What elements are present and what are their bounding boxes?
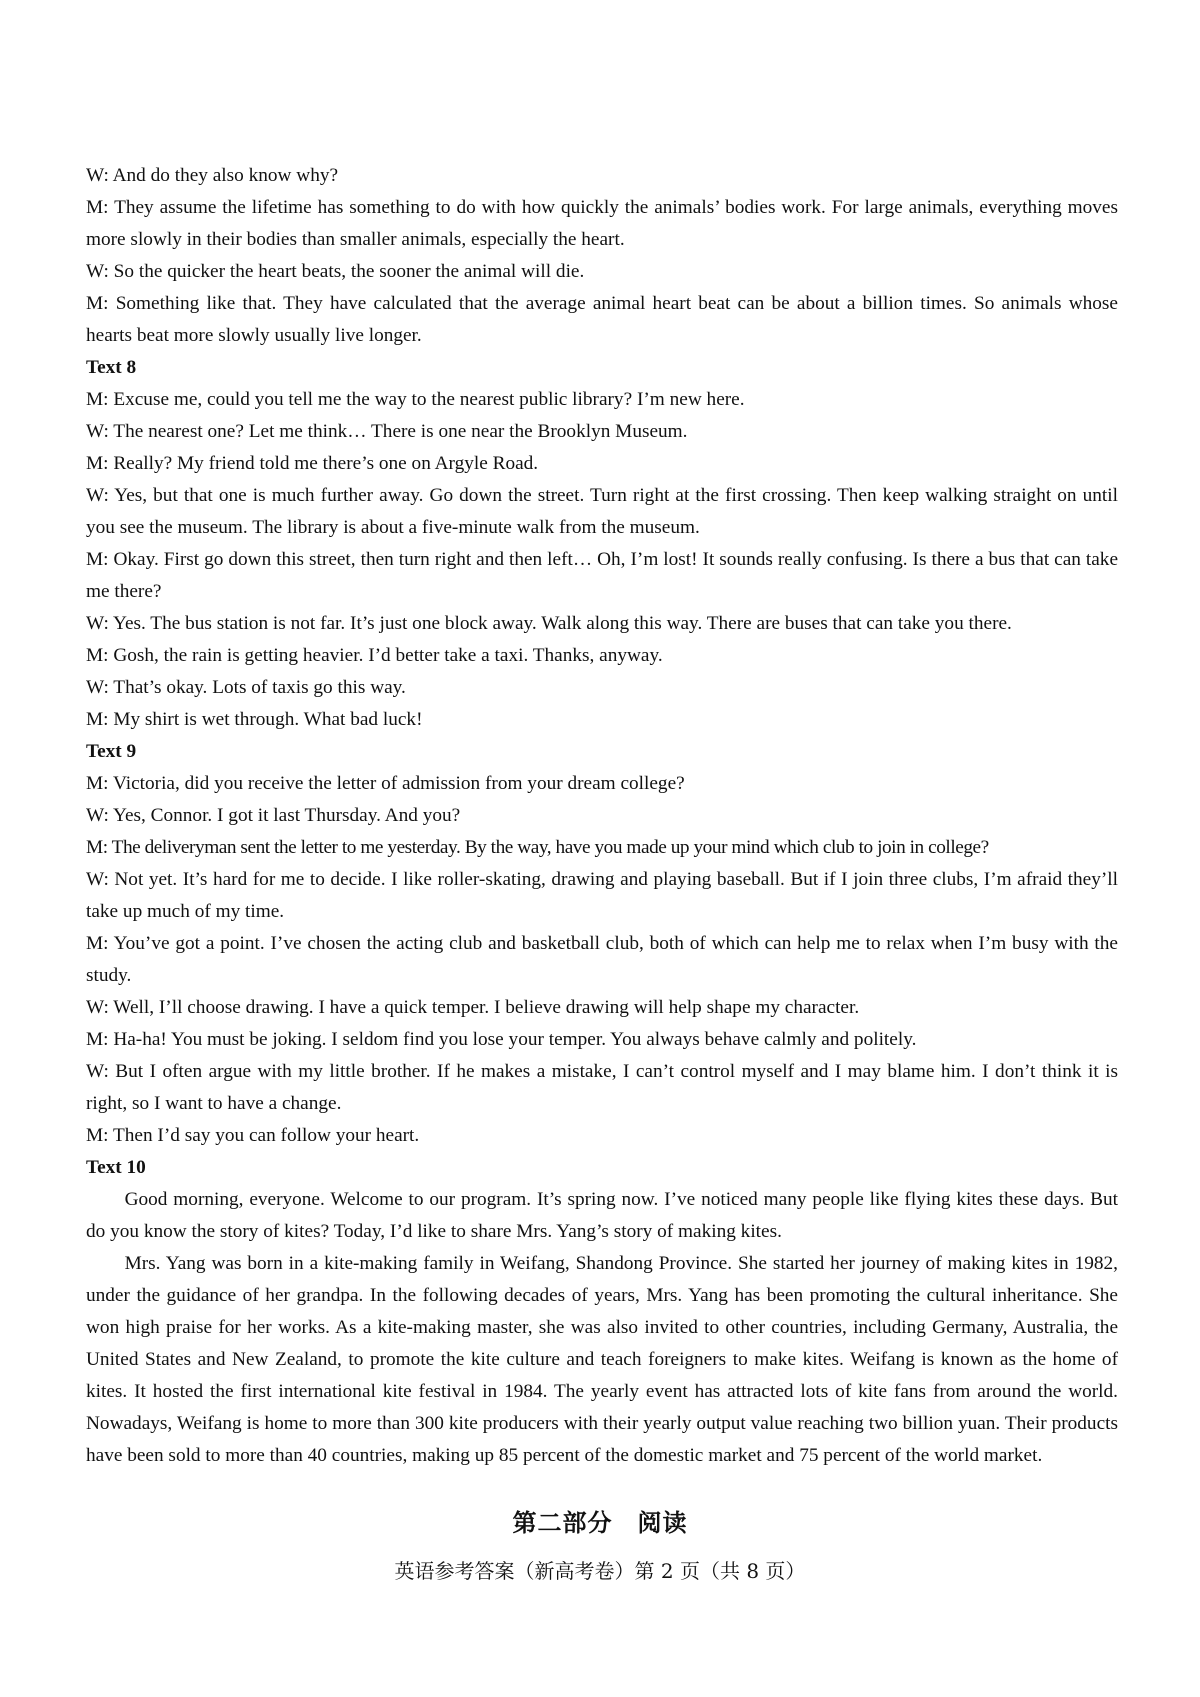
monologue-paragraph: Good morning, everyone. Welcome to our program. It’s spring now. I’ve noticed many people like flying kites these days. But do you know the story of kites? Today, I’d like to share Mrs. Yang’s story of making kites.	[86, 1189, 1118, 1242]
dialogue-line: W: That’s okay. Lots of taxis go this way.	[86, 677, 406, 698]
dialogue-line: W: Yes, but that one is much further away. Go down the street. Turn right at the first crossing. Then keep walking straight on until you see the museum. The library is about a five-minute walk from the museum.	[86, 485, 1118, 538]
dialogue-line: M: Gosh, the rain is getting heavier. I’d better take a taxi. Thanks, anyway.	[86, 645, 663, 666]
dialogue-line: M: Something like that. They have calculated that the average animal heart beat can be about a billion times. So animals whose hearts beat more slowly usually live longer.	[86, 293, 1118, 346]
dialogue-line: W: Yes. The bus station is not far. It’s just one block away. Walk along this way. There are buses that can take you there.	[86, 613, 1012, 634]
dialogue-line: W: And do they also know why?	[86, 165, 339, 186]
dialogue-line: M: Okay. First go down this street, then turn right and then left… Oh, I’m lost! It sounds really confusing. Is there a bus that can take me there?	[86, 549, 1118, 602]
page-footer: 英语参考答案（新高考卷）第 2 页（共 8 页）	[394, 1559, 806, 1583]
text-8-heading: Text 8	[86, 357, 137, 378]
dialogue-line: W: The nearest one? Let me think… There is one near the Brooklyn Museum.	[86, 421, 688, 442]
dialogue-line: M: You’ve got a point. I’ve chosen the acting club and basketball club, both of which can help me to relax when I’m busy with the study.	[86, 933, 1118, 986]
dialogue-line: W: Not yet. It’s hard for me to decide. I like roller-skating, drawing and playing baseball. But if I join three clubs, I’m afraid they’ll take up much of my time.	[86, 869, 1118, 922]
dialogue-line: M: Really? My friend told me there’s one on Argyle Road.	[86, 453, 539, 474]
dialogue-line: M: My shirt is wet through. What bad luck!	[86, 709, 423, 730]
dialogue-line: M: Excuse me, could you tell me the way to the nearest public library? I’m new here.	[86, 389, 745, 410]
dialogue-line: W: Yes, Connor. I got it last Thursday. And you?	[86, 805, 461, 826]
monologue-paragraph: Mrs. Yang was born in a kite-making family in Weifang, Shandong Province. She started her journey of making kites in 1982, under the guidance of her grandpa. In the following decades of years, Mrs. Yang has been promoting the cultural inheritance. She won high praise for her works. As a kite-making master, she was also invited to other countries, including Germany, Australia, the United States and New Zealand, to promote the kite culture and teach foreigners to make kites. Weifang is known as the home of kites. It hosted the first international kite festival in 1984. The yearly event has attracted lots of kite fans from around the world. Nowadays, Weifang is home to more than 300 kite producers with their yearly output value reaching two billion yuan. Their products have been sold to more than 40 countries, making up 85 percent of the domestic market and 75 percent of the world market.	[86, 1253, 1118, 1466]
text-9-heading: Text 9	[86, 741, 137, 762]
section-title: 第二部分 阅读	[512, 1509, 688, 1537]
dialogue-line: W: So the quicker the heart beats, the sooner the animal will die.	[86, 261, 585, 282]
dialogue-line: M: The deliveryman sent the letter to me yesterday. By the way, have you made up your mind which club to join in college?	[86, 837, 989, 858]
text-10-heading: Text 10	[86, 1157, 146, 1178]
dialogue-line: M: Ha-ha! You must be joking. I seldom find you lose your temper. You always behave calmly and politely.	[86, 1029, 917, 1050]
dialogue-line: M: Victoria, did you receive the letter of admission from your dream college?	[86, 773, 685, 794]
dialogue-line: W: But I often argue with my little brother. If he makes a mistake, I can’t control myself and I may blame him. I don’t think it is right, so I want to have a change.	[86, 1061, 1118, 1114]
dialogue-line: M: Then I’d say you can follow your heart.	[86, 1125, 420, 1146]
document-body	[86, 160, 1118, 1472]
dialogue-line: M: They assume the lifetime has something to do with how quickly the animals’ bodies work. For large animals, everything moves more slowly in their bodies than smaller animals, especially the heart.	[86, 197, 1118, 250]
dialogue-line: W: Well, I’ll choose drawing. I have a quick temper. I believe drawing will help shape my character.	[86, 997, 860, 1018]
